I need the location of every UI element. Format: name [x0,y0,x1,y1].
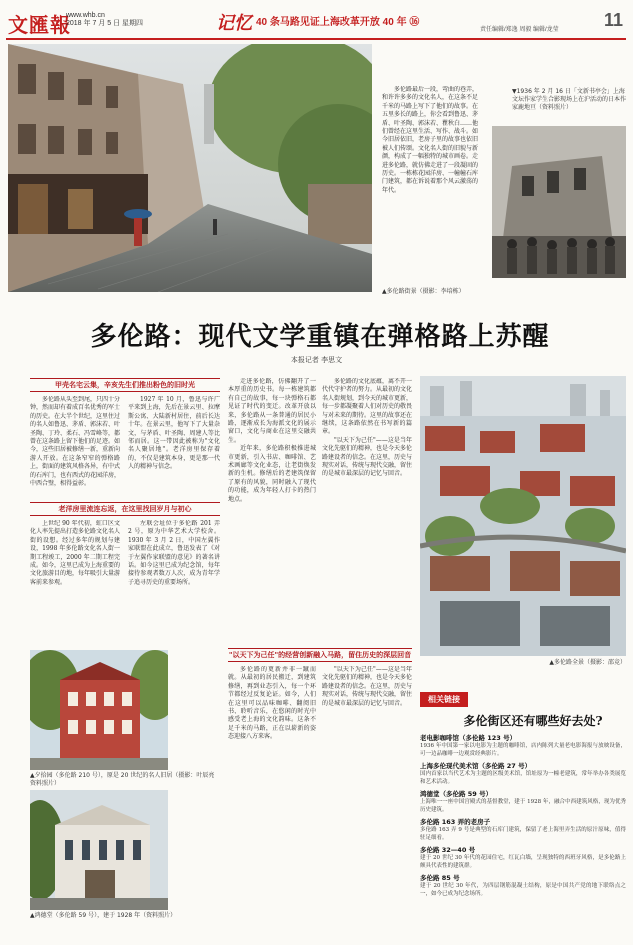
body-col-1b [30,520,120,642]
entry-title: 老电影咖啡馆（多伦路 123 号） [420,734,517,742]
entry-text: 1936 年中国第一家以电影为主题的咖啡馆，店内陈列大量老电影海报与放映设备，可一边品咖啡一边观赏经典影片。 [420,743,626,757]
sidebar-entry [420,762,626,786]
body-col-3a [228,378,316,640]
masthead-site [66,12,143,28]
body-col-4a [322,378,412,640]
sidebar-list [420,734,626,898]
body-text-3a: 走进多伦路，仿佛翻开了一本厚重的历史书。每一栋建筑都有自己的故事，每一块弹格石都见证了时代的变迁。改革开放以来，多伦路从一条普通的居民小路，逐渐成长为海派文化的展示窗口，文化与商业在这里交融共生。 [228,378,316,444]
entry-title: 上海多伦现代美术馆（多伦路 27 号） [420,762,532,770]
entry-text: 多伦路 163 弄 9 号是典型的石库门建筑，保留了老上海里弄生活的原汁原味，值得驻足细看。 [420,827,626,841]
masthead-rule [6,38,626,40]
masthead [0,0,633,40]
body-col-6 [322,666,412,936]
entry-text: 上海唯一一座中国宫殿式的基督教堂，建于 1928 年，融合中西建筑风格，现为优秀历史建筑。 [420,799,626,813]
entry-title: 多伦路 85 号 [420,874,460,882]
historic-photo [492,126,626,278]
body-text-1a: 多伦路从头至到尾，只四十分钟，然而却有着成百名优秀的军士的历史。在大半个世纪，这里住过的名人如鲁迅、茅盾、郭沫若、叶圣陶、丁玲、柔石、冯雪峰等，都曾在这条路上留下他们的足迹。如今，这些旧居被修缮一新，重新向游人开放。在这条窄窄的弹格路上，街面的建筑风格各异，有中式的石库门，也有西式的花园洋房，中西合璧，相得益彰。 [30,396,120,488]
aerial-photo [420,376,626,656]
body-text-4b: "以天下为己任"——这是当年文化先驱们的精神，也是今天多伦路建设者的信念。在这里，历史与现实对话，传统与现代交融，留住的是城市最深层的记忆与回音。 [322,436,412,478]
intro-text: 多伦路最后一段，弯曲的巷弄，和许许多多的文化名人，在这条不足千米的马路上写下了他们的故事。在五里多长的路上，你会看到鲁迅、茅盾、叶圣陶、郭沫若、瞿秋白……他们曾经在这里生活、写作、战斗。如今旧居依旧，老房子里的故事也依旧被人们传颂。文化名人街的旧貌与新颜，构成了一幅独特的城市画卷。走进多伦路，就仿佛走进了一段凝固的历史。一栋栋花园洋房、一幢幢石库门建筑，都在诉说着那个风云激荡的年代。 [382,86,478,194]
body-col-2a [128,396,220,496]
entry-title: 多伦路 163 弄的老房子 [420,818,491,826]
body-col-2b [128,520,220,642]
body-text-6: "以天下为己任"——这是当年文化先驱们的精神，也是今天多伦路建设者的信念。在这里，历史与现实对话，传统与现代交融，留住的是城市最深层的记忆与回音。 [322,666,412,707]
aerial-caption: ▲多伦路全景（摄影：邵竞） [549,659,626,666]
top-photo-caption: ▲多伦路街景（摄影：李培栋） [382,288,465,295]
sidebar-entry [420,874,626,898]
sidebar-entry [420,790,626,814]
editor-credits: 责任编辑/郑逸 周毅 编辑/龙莹 [480,27,559,33]
old-photo-caption: ▼1936 年 2 月 16 日「文新书亭会」上海文坛作家学生合影现场上在沪活动的日本作家鹿地亘（资料照片） [512,88,627,111]
body-text-1b: 上世纪 90 年代初，虹口区文化人率先提出打造多伦路文化名人街的设想。经过多年的规划与建设，1998 年多伦路文化名人街一期工程竣工，2000 年二期工程完成。如今，这里已成为上海重要的文化旅游目的地，每年吸引大量游客前来参观。 [30,520,120,586]
sidebar-entry [420,734,626,758]
body-text-4a: 多伦路的文化底蕴，离不开一代代守护者的努力。从最初的文化名人街规划，到今天的城市更新，每一步都凝聚着人们对历史的敬畏与对未来的期待。这里的故事还在继续，这条路依然在书写新的篇章。 [322,378,412,436]
body-text-2b: 左联会址位于多伦路 201 弄 2 号，原为中华艺术大学校舍。1930 年 3 月 2 日，中国左翼作家联盟在此成立，鲁迅发表了《对于左翼作家联盟的意见》的著名讲话。如今这里已成为纪念馆，每年接待参观者数万人次，成为青年学子追寻历史的重要场所。 [128,520,220,586]
issue-date: 2018 年 7 月 5 日 星期四 [66,20,144,27]
subhead-3: "以天下为己任"的经营创新融入马路，留住历史的深层回音 [228,648,412,662]
sidebar-entry [420,818,626,842]
newspaper-logo: 文匯報 [8,13,71,37]
byline: 本报记者 李思文 [290,356,343,364]
page-number: 11 [604,10,624,30]
body-text-3b: 近年来，多伦路积极推进城市更新，引入书店、咖啡馆、艺术画廊等文化业态，让老街焕发新的生机。修缮后的老建筑保留了原有的风貌，同时融入了现代的功能，成为年轻人打卡的热门地点。 [228,445,316,503]
entry-text: 国内首家以当代艺术为主题的区级美术馆，馆址原为一幢老建筑，常年举办各类展览和艺术活动。 [420,771,626,785]
subhead-2: 老洋房里流连忘返，在这里找回岁月与初心 [30,502,220,516]
body-col-1a [30,396,120,496]
church-photo [30,790,168,910]
subhead-1: 甲壳名宅云集，辛亥先生们推出粉色的旧时光 [30,378,220,392]
series-title: 40 条马路见证上海改革开放 40 年 ⑯ [256,17,420,28]
mansion-caption: ▲夕拾园（多伦路 210 号），原是 20 世纪的名人旧居（摄影：叶辰亮 资料照片） [30,772,215,787]
intro-column [382,86,478,286]
sidebar-label: 相关链接 [420,692,468,707]
church-caption: ▲鸿德堂（多伦路 59 号），建于 1928 年（资料照片） [30,912,177,919]
street-photo [8,44,372,292]
mansion-photo [30,650,168,770]
column-seal: 记忆 [216,13,252,34]
headline: 多伦路：现代文学重镇在弹格路上苏醒 [90,322,550,352]
entry-title: 多伦路 32—40 号 [420,846,476,854]
site-url: www.whb.cn [66,12,105,19]
entry-title: 鸿德堂（多伦路 59 号） [420,790,493,798]
body-text-2a: 1927 年 10 月，鲁迅与许广平来到上海，先后在景云里、拉摩斯公寓、大陆新村居住，前后长达十年。在景云里，他写下了大量杂文，与茅盾、叶圣陶、周建人等比邻而居。这一带因此被称为"文化名人聚居地"。老洋房里保存着的，不仅是建筑本身，更是那一代人的精神与信念。 [128,396,220,471]
entry-text: 建于 20 世纪 30 年代的花园住宅，红瓦白墙，呈现独特的西班牙风格，是多伦路上颇具代表性的建筑群。 [420,855,626,869]
sidebar-title: 多伦街区还有哪些好去处? [463,714,603,728]
body-col-5 [228,666,316,936]
entry-text: 建于 20 世纪 30 年代，为四层钢筋混凝土结构，原是中国共产党的地下联络点之一，如今已成为纪念场所。 [420,883,626,897]
sidebar-entry [420,846,626,870]
body-text-5: 多伦路的更新并非一蹴而就。从最初的居民搬迁，到建筑修缮，再到业态引入，每一个环节都经过反复论证。如今，人们在这里可以品味咖啡、翻阅旧书、聆听音乐，在悠闲的时光中感受老上海的文化韵味。这条不足千米的马路，正在以崭新的姿态迎接八方来客。 [228,666,316,741]
